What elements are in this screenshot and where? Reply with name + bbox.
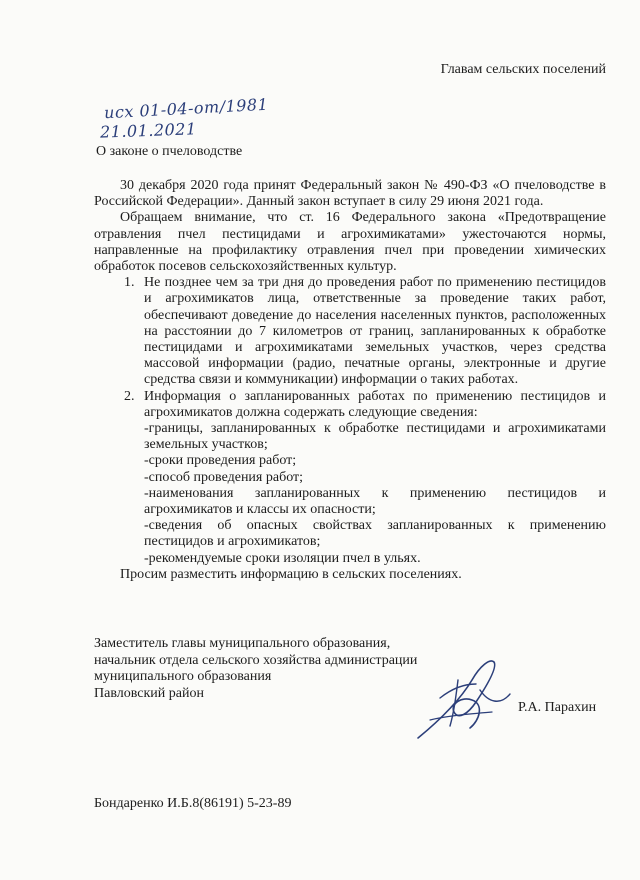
list-item: [94, 389, 606, 567]
handwritten-date: 21.01.2021: [99, 119, 197, 142]
signatory-title-line: Заместитель главы муниципального образования,: [94, 636, 391, 651]
closing-request: Просим разместить информацию в сельских поселениях.: [120, 566, 462, 582]
paragraph-article-16: Обращаем внимание, что ст. 16 Федерального закона «Предотвращение отравления пчел пестицидами и агрохимикатами» ужесточаются нормы, направленные на профилактику отравления пчел при проведении химических обработок посевов сельскохозяйственных культур.: [94, 210, 606, 275]
list-item-text: Не позднее чем за три дня до проведения работ по применению пестицидов и агрохимикатов лица, ответственные за проведение таких работ, обеспечивают доведение до населения населенных пунктов, расположенных на расстоянии до 7 километров от границ, запланированных к обработке пестицидами и агрохимикатами земельных участков, через средства массовой информации (радио, печатные органы, электронные и другие средства связи и коммуникации) информации о таких работах.: [144, 275, 606, 388]
list-subitem: -сведения об опасных свойствах запланированных к применению пестицидов и агрохимикатов;: [144, 518, 606, 550]
signatory-title-line: начальник отдела сельского хозяйства администрации: [94, 652, 418, 668]
list-item: [94, 275, 606, 388]
signatory-title-line: Павловский район: [94, 685, 204, 701]
list-subitem: -границы, запланированных к обработке пестицидами и агрохимикатами земельных участков;: [144, 421, 606, 453]
list-subitem: -способ проведения работ;: [144, 469, 304, 485]
paragraph-law-adopted: 30 декабря 2020 года принят Федеральный закон № 490-ФЗ «О пчеловодстве в Российской Федерации». Данный закон вступает в силу 29 июня 2021 года.: [94, 178, 606, 210]
list-subitem: -рекомендуемые сроки изоляции пчел в ульях.: [144, 550, 421, 566]
contact-info: Бондаренко И.Б.8(86191) 5-23-89: [94, 796, 292, 811]
addressee: Главам сельских поселений: [440, 62, 606, 77]
handwritten-signature: [410, 650, 520, 745]
handwritten-reg-number: исх 01-04-от/1981: [103, 94, 269, 123]
signatory-title-line: муниципального образования: [94, 669, 272, 684]
signatory-name: Р.А. Парахин: [518, 700, 597, 715]
list-subitem: -наименования запланированных к применению пестицидов и агрохимикатов и классы их опасности;: [144, 485, 606, 518]
subject-line: О законе о пчеловодстве: [96, 144, 243, 159]
requirements-list: [94, 275, 606, 567]
signatory-title: [94, 636, 417, 702]
list-item-number: 2.: [124, 388, 135, 404]
list-item-text: Информация о запланированных работах по применению пестицидов и агрохимикатов должна содержать следующие сведения:: [144, 388, 606, 420]
list-item-number: 1.: [124, 275, 135, 291]
letter-body: [94, 178, 606, 583]
list-subitem: -сроки проведения работ;: [144, 453, 297, 469]
